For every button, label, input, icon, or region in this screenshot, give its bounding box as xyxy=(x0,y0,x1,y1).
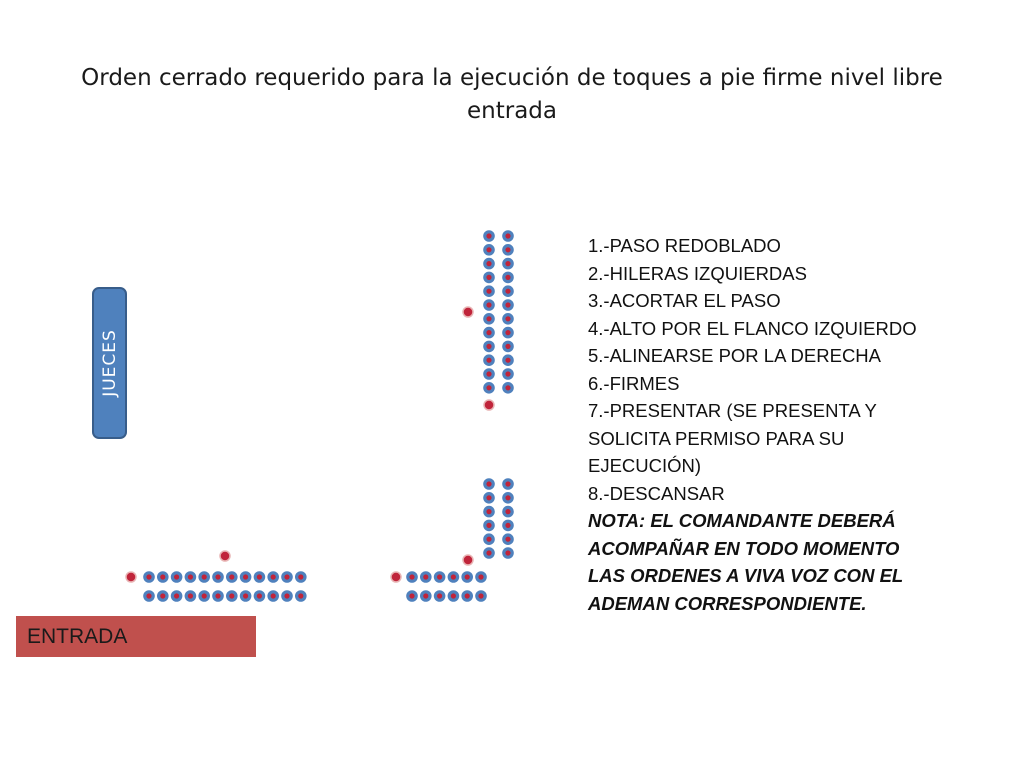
soldier-dot xyxy=(449,592,457,600)
soldier-dot xyxy=(504,535,512,543)
soldier-dot xyxy=(159,592,167,600)
soldier-dot xyxy=(145,573,153,581)
soldier-dot xyxy=(504,246,512,254)
soldier-dot xyxy=(255,592,263,600)
note-line: ACOMPAÑAR EN TODO MOMENTO xyxy=(588,537,900,559)
soldier-dot xyxy=(485,370,493,378)
command-step: 3.-ACORTAR EL PASO xyxy=(588,290,781,311)
soldier-dot xyxy=(485,507,493,515)
note-line: LAS ORDENES A VIVA VOZ CON EL xyxy=(588,565,904,586)
soldier-dot xyxy=(504,384,512,392)
soldier-dot xyxy=(485,273,493,281)
soldier-dot xyxy=(485,342,493,350)
soldier-dot xyxy=(504,507,512,515)
soldier-dot xyxy=(186,592,194,600)
soldier-dot xyxy=(485,494,493,502)
command-step: 4.-ALTO POR EL FLANCO IZQUIERDO xyxy=(588,317,917,339)
soldier-dot xyxy=(485,259,493,267)
soldier-dot xyxy=(504,232,512,240)
soldier-dot xyxy=(422,573,430,581)
soldier-dot xyxy=(408,573,416,581)
soldier-dot xyxy=(463,592,471,600)
judges-label: JUECES xyxy=(99,329,120,397)
soldier-dot xyxy=(214,573,222,581)
commander-dot xyxy=(220,551,230,561)
soldier-dot xyxy=(504,356,512,364)
soldier-dot xyxy=(504,315,512,323)
note-line: ADEMAN CORRESPONDIENTE. xyxy=(588,592,867,614)
soldier-dot xyxy=(408,592,416,600)
soldier-dot xyxy=(172,592,180,600)
commander-dot xyxy=(391,572,401,582)
soldier-dot xyxy=(485,480,493,488)
soldier-dot xyxy=(435,592,443,600)
soldier-dot xyxy=(504,301,512,309)
command-step: SOLICITA PERMISO PARA SU xyxy=(588,427,845,449)
commander-dot xyxy=(463,555,473,565)
soldier-dot xyxy=(504,521,512,529)
soldier-dot xyxy=(255,573,263,581)
soldier-dot xyxy=(485,301,493,309)
soldier-dot xyxy=(477,573,485,581)
soldier-dot xyxy=(241,592,249,600)
soldier-dot xyxy=(269,573,277,581)
soldier-dot xyxy=(485,521,493,529)
command-list xyxy=(588,232,1008,617)
command-step: 7.-PRESENTAR (SE PRESENTA Y xyxy=(588,400,877,421)
soldier-dot xyxy=(504,480,512,488)
soldier-dot xyxy=(504,342,512,350)
soldier-dot xyxy=(485,232,493,240)
soldier-dot xyxy=(485,287,493,295)
page-title: Orden cerrado requerido para la ejecución de toques a pie firme nivel libre entrada xyxy=(81,65,943,124)
soldier-dot xyxy=(145,592,153,600)
soldier-dot xyxy=(200,573,208,581)
soldier-dot xyxy=(269,592,277,600)
soldier-dot xyxy=(504,328,512,336)
soldier-dot xyxy=(435,573,443,581)
soldier-dot xyxy=(228,573,236,581)
soldier-dot xyxy=(228,592,236,600)
soldier-dot xyxy=(504,273,512,281)
soldier-dot xyxy=(200,592,208,600)
soldier-dot xyxy=(283,573,291,581)
command-step: 2.-HILERAS IZQUIERDAS xyxy=(588,262,807,284)
soldier-dot xyxy=(297,573,305,581)
soldier-dot xyxy=(504,259,512,267)
command-step: 6.-FIRMES xyxy=(588,372,680,394)
command-step: 5.-ALINEARSE POR LA DERECHA xyxy=(588,345,882,366)
entrance-box: ENTRADA xyxy=(16,616,256,657)
soldier-dot xyxy=(477,592,485,600)
soldier-dot xyxy=(485,328,493,336)
soldier-dot xyxy=(504,494,512,502)
soldier-dot xyxy=(283,592,291,600)
command-step: 1.-PASO REDOBLADO xyxy=(588,235,781,256)
soldier-dot xyxy=(214,592,222,600)
soldier-dot xyxy=(297,592,305,600)
soldier-dot xyxy=(485,384,493,392)
soldier-dot xyxy=(504,370,512,378)
soldier-dot xyxy=(449,573,457,581)
soldier-dot xyxy=(485,356,493,364)
soldier-dot xyxy=(485,246,493,254)
soldier-dot xyxy=(463,573,471,581)
commander-dot xyxy=(126,572,136,582)
command-step: EJECUCIÓN) xyxy=(588,455,702,476)
soldier-dot xyxy=(485,549,493,557)
soldier-dot xyxy=(186,573,194,581)
soldier-dot xyxy=(485,535,493,543)
commander-dot xyxy=(463,307,473,317)
soldier-dot xyxy=(504,287,512,295)
soldier-dot xyxy=(485,315,493,323)
soldier-dot xyxy=(172,573,180,581)
soldier-dot xyxy=(422,592,430,600)
soldier-dot xyxy=(241,573,249,581)
soldier-dot xyxy=(159,573,167,581)
note-line: NOTA: EL COMANDANTE DEBERÁ xyxy=(588,510,896,531)
commander-dot xyxy=(484,400,494,410)
soldier-dot xyxy=(504,549,512,557)
command-step: 8.-DESCANSAR xyxy=(588,482,725,504)
